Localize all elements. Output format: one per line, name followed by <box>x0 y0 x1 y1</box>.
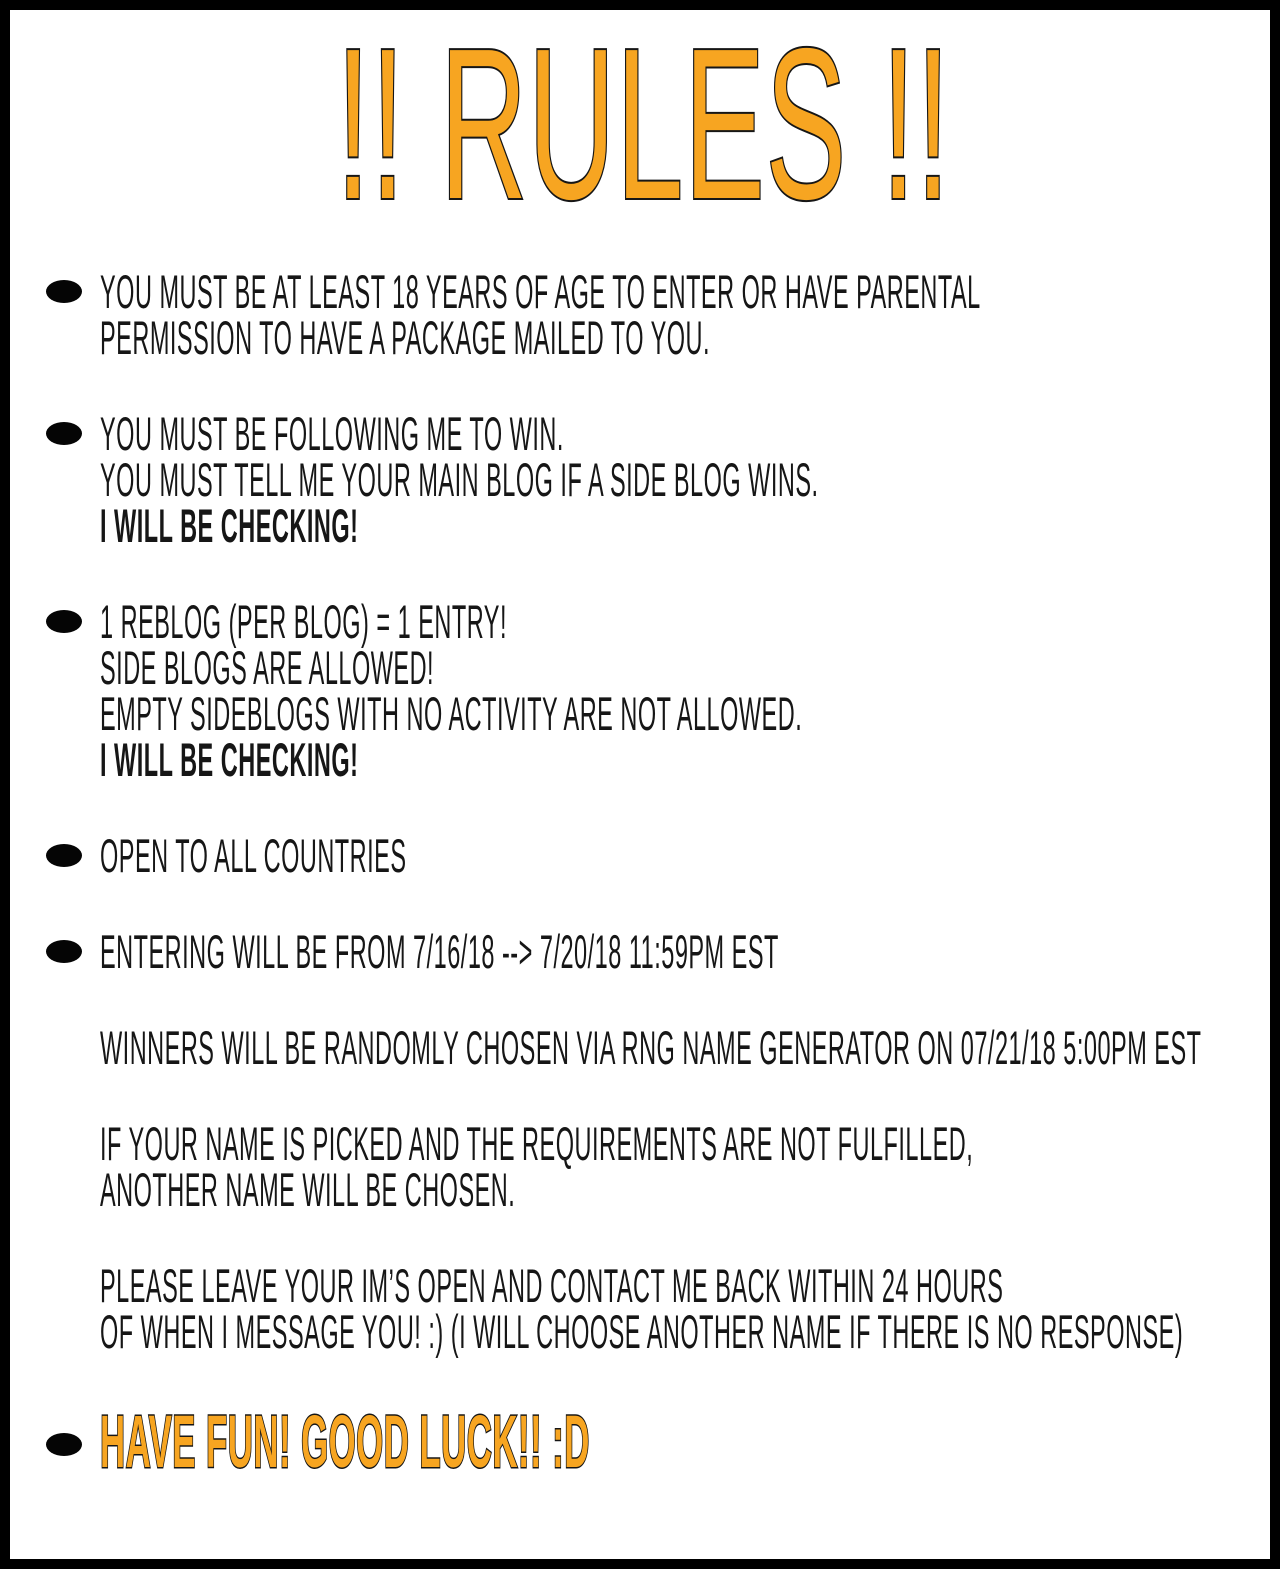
rule-line-text: OPEN TO ALL COUNTRIES <box>100 829 407 882</box>
rule-line <box>100 407 1250 460</box>
bullet-icon <box>46 422 82 445</box>
rule-line <box>100 453 1250 506</box>
rule-text <box>100 1117 1250 1216</box>
rule-line <box>100 1117 1250 1170</box>
rule-line-text: OF WHEN I MESSAGE YOU! :) (I WILL CHOOSE ANOTHER NAME IF THERE IS NO RESPONSE) <box>100 1305 1184 1358</box>
rule-item <box>38 1400 1250 1483</box>
bullet-icon <box>46 940 82 963</box>
rule-line-text: ENTERING WILL BE FROM 7/16/18 --> 7/20/18 11:59PM EST <box>100 925 779 978</box>
rule-text <box>100 407 1250 552</box>
rule-line <box>100 1163 1250 1216</box>
rule-line <box>100 1305 1250 1358</box>
page-title <box>38 3 1250 244</box>
rule-text <box>100 1259 1250 1358</box>
rule-text <box>100 1400 1142 1483</box>
bullet-icon <box>46 610 82 633</box>
rule-line <box>100 499 1250 552</box>
rule-item <box>38 1259 1250 1358</box>
bullet-spacer <box>46 1132 82 1155</box>
rule-line <box>100 733 1250 786</box>
rule-line <box>100 595 1250 648</box>
rule-line <box>100 311 1250 364</box>
rule-text <box>100 829 713 882</box>
rule-item <box>38 1117 1250 1216</box>
bullet-icon <box>46 1433 82 1456</box>
rule-line-text: YOU MUST BE FOLLOWING ME TO WIN. <box>100 407 564 460</box>
page-title-text: !! RULES !! <box>336 3 952 244</box>
rule-line-text: I WILL BE CHECKING! <box>100 499 359 552</box>
rule-item <box>38 829 1250 882</box>
rule-text <box>100 595 1250 786</box>
rule-line-text: IF YOUR NAME IS PICKED AND THE REQUIREMENTS ARE NOT FULFILLED, <box>100 1117 974 1170</box>
rule-line <box>100 829 713 882</box>
rule-line-text: I WILL BE CHECKING! <box>100 733 359 786</box>
rule-line <box>100 1021 1250 1074</box>
rule-line-text: EMPTY SIDEBLOGS WITH NO ACTIVITY ARE NOT ALLOWED. <box>100 687 803 740</box>
rule-text <box>100 925 1250 978</box>
rule-line-text: ANOTHER NAME WILL BE CHOSEN. <box>100 1163 516 1216</box>
rule-line-text: PLEASE LEAVE YOUR IM’S OPEN AND CONTACT ME BACK WITHIN 24 HOURS <box>100 1259 1004 1312</box>
rule-line <box>100 265 1250 318</box>
rule-line-text: 1 REBLOG (PER BLOG) = 1 ENTRY! <box>100 595 508 648</box>
rule-line-text: YOU MUST BE AT LEAST 18 YEARS OF AGE TO ENTER OR HAVE PARENTAL <box>100 265 981 318</box>
rule-line <box>100 1259 1250 1312</box>
bullet-spacer <box>46 1036 82 1059</box>
rule-line <box>100 641 1250 694</box>
bullet-icon <box>46 844 82 867</box>
rule-line <box>100 925 1250 978</box>
rule-item <box>38 925 1250 978</box>
rule-line-text: SIDE BLOGS ARE ALLOWED! <box>100 641 435 694</box>
rule-item <box>38 1021 1250 1074</box>
rule-line <box>100 687 1250 740</box>
rule-text <box>100 265 1250 364</box>
rule-line-text: WINNERS WILL BE RANDOMLY CHOSEN VIA RNG NAME GENERATOR ON 07/21/18 5:00PM EST <box>100 1021 1202 1074</box>
rule-item <box>38 595 1250 786</box>
rule-text <box>100 1021 1250 1074</box>
rule-item <box>38 265 1250 364</box>
rule-line-text: YOU MUST TELL ME YOUR MAIN BLOG IF A SIDE BLOG WINS. <box>100 453 819 506</box>
bullet-icon <box>46 280 82 303</box>
rule-line-text: PERMISSION TO HAVE A PACKAGE MAILED TO YOU. <box>100 311 711 364</box>
rule-line <box>100 1400 1142 1483</box>
rules-list <box>38 265 1250 1483</box>
rule-line-text: HAVE FUN! GOOD LUCK!! :D <box>100 1400 590 1483</box>
bullet-spacer <box>46 1274 82 1297</box>
rule-item <box>38 407 1250 552</box>
